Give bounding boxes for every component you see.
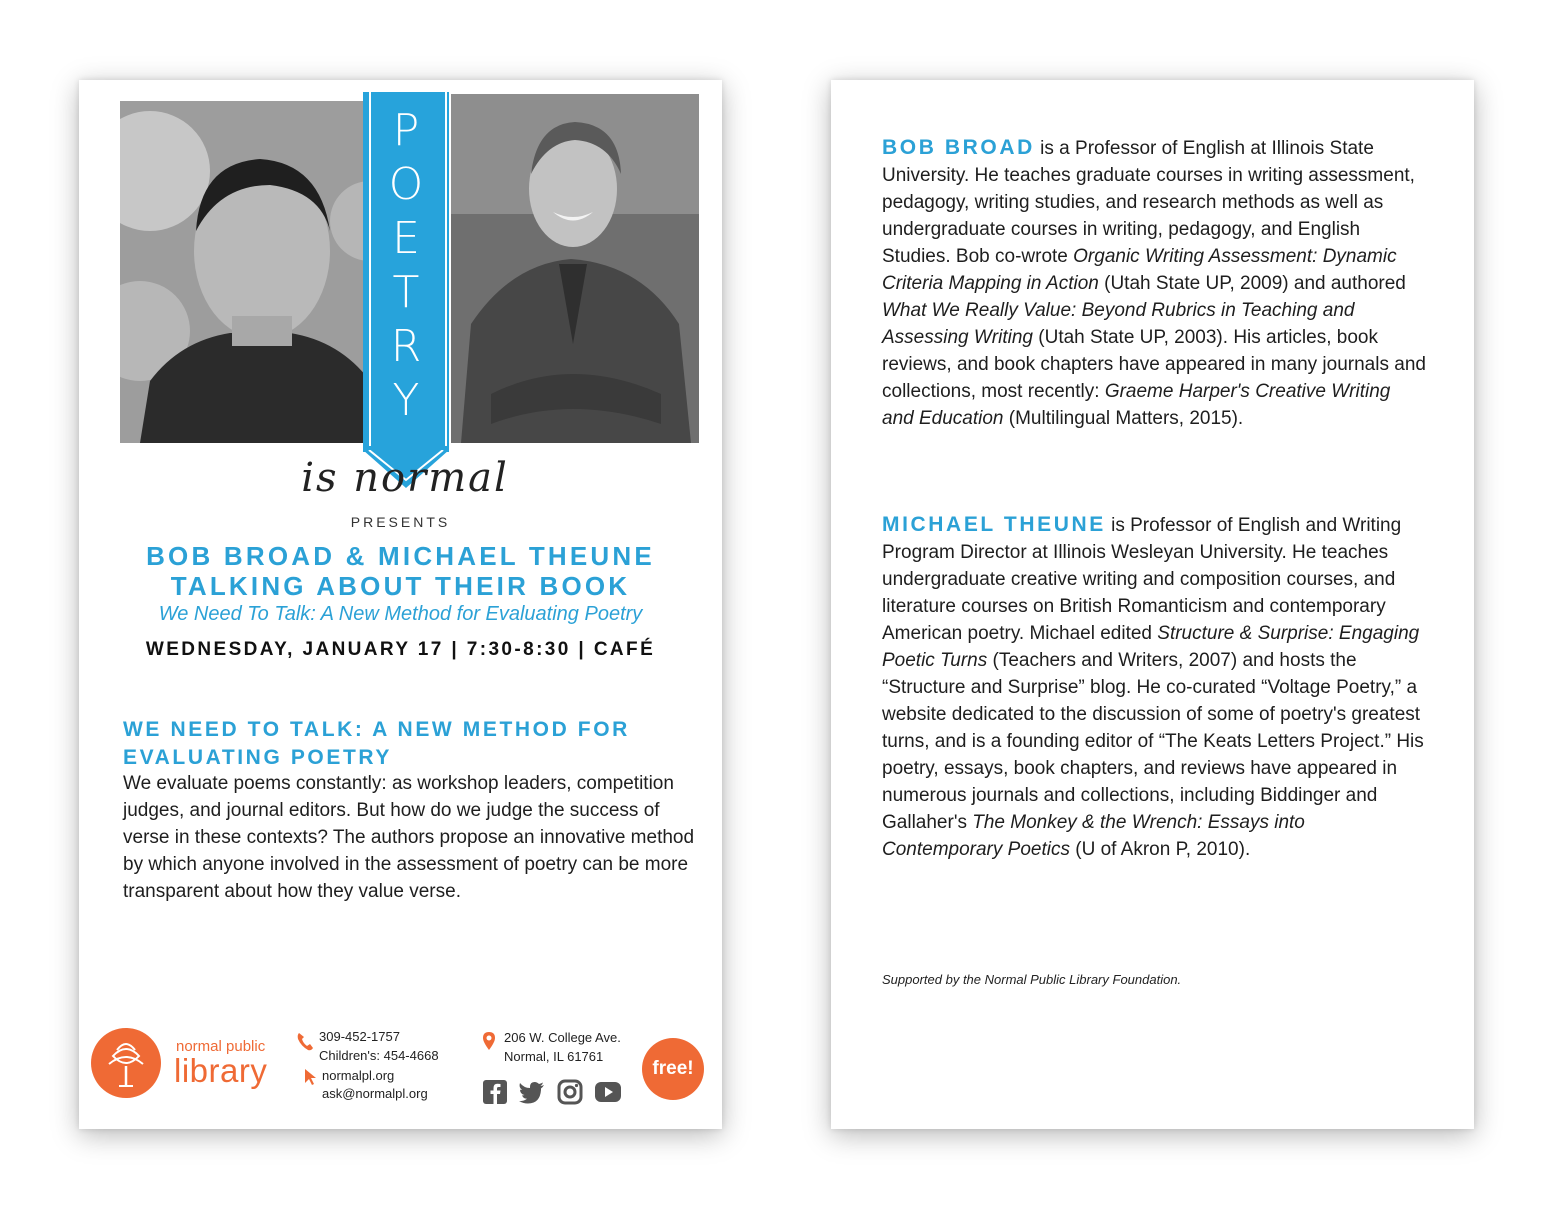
library-name-line-1: normal public <box>176 1038 266 1055</box>
michael-theune-photo <box>451 94 699 443</box>
address-city: Normal, IL 61761 <box>504 1049 604 1064</box>
book-title: Graeme Harper's Creative Writing and Education <box>882 381 1391 429</box>
section-body: We evaluate poems constantly: as workshop leaders, competition judges, and journal editors. But how do we judge the success of verse in these contexts? The authors propose an innovative method by which anyone involved in the assessment of poetry can be more transparent about how they value verse. <box>123 773 695 902</box>
poetry-letter: Y <box>392 375 420 426</box>
bio-text: (Utah State UP, 2009) and authored <box>1098 273 1406 294</box>
poetry-letter: E <box>392 213 420 264</box>
twitter-icon[interactable] <box>518 1078 546 1106</box>
bio-text: is a Professor of English at Illinois State University. He teaches graduate courses in writing assessment, pedagogy, writing studies, and research methods as well as undergraduate courses in writing, pedagogy, and English Studies. Bob co-wrote <box>882 138 1415 267</box>
presents-label: PRESENTS <box>350 514 451 530</box>
bob-broad-name: BOB BROAD <box>882 136 1035 159</box>
bio-text: is Professor of English and Writing Program Director at Illinois Wesleyan University. He teaches undergraduate creative writing and composition courses, and literature courses on British Romanticism and contemporary American poetry. Michael edited <box>882 515 1402 644</box>
bio-text: (U of Akron P, 2010). <box>1069 839 1251 860</box>
address-street: 206 W. College Ave. <box>504 1030 621 1045</box>
section-title: WE NEED TO TALK: A NEW METHOD FOR EVALUATING POETRY <box>123 718 630 769</box>
event-date-line: WEDNESDAY, JANUARY 17 | 7:30-8:30 | CAFÉ <box>145 639 656 660</box>
is-normal-script: is normal <box>301 455 509 501</box>
front-flyer <box>79 80 722 1129</box>
book-title: Structure & Surprise: Engaging Poetic Turns <box>882 623 1420 671</box>
book-title: The Monkey & the Wrench: Essays into Contemporary Poetics <box>882 812 1305 860</box>
phone-icon <box>296 1032 314 1052</box>
bio-text: (Utah State UP, 2003). His articles, book reviews, and book chapters have appeared in many journals and collections, most recently: <box>882 327 1426 402</box>
poetry-word <box>363 104 449 428</box>
back-flyer <box>831 80 1474 1129</box>
facebook-icon[interactable] <box>481 1078 509 1106</box>
tree-icon <box>91 1028 161 1098</box>
bob-broad-bio <box>882 134 1427 432</box>
michael-theune-bio <box>882 511 1427 863</box>
poetry-letter: R <box>390 321 422 372</box>
phone-number[interactable]: 309-452-1757 <box>319 1029 400 1044</box>
childrens-phone[interactable]: Children's: 454-4668 <box>319 1048 439 1063</box>
poetry-letter: T <box>392 267 420 318</box>
headline-speakers: BOB BROAD & MICHAEL THEUNE <box>146 541 655 571</box>
book-title: We Need To Talk: A New Method for Evaluating Poetry <box>158 603 643 625</box>
bob-broad-photo <box>120 101 388 443</box>
instagram-icon[interactable] <box>556 1078 584 1106</box>
email-link[interactable]: ask@normalpl.org <box>322 1086 428 1101</box>
book-title: What We Really Value: Beyond Rubrics in Teaching and Assessing Writing <box>882 300 1355 348</box>
poetry-letter: O <box>388 159 424 210</box>
library-logo <box>91 1028 161 1098</box>
bio-text: (Multilingual Matters, 2015). <box>1003 408 1244 429</box>
book-title: Organic Writing Assessment: Dynamic Criteria Mapping in Action <box>882 246 1397 294</box>
youtube-icon[interactable] <box>594 1078 622 1106</box>
bio-text: (Teachers and Writers, 2007) and hosts the “Structure and Surprise” blog. He co-curated “Voltage Poetry,” a website dedicated to the discussion of some of poetry's greatest turns, and is a founding editor of “The Keats Letters Project.” His poetry, essays, book chapters, and reviews have appeared in numerous journals and collections, including Biddinger and Gallaher's <box>882 650 1424 833</box>
poetry-letter: P <box>392 105 420 156</box>
cursor-icon <box>304 1068 318 1086</box>
library-name-line-2: library <box>174 1052 268 1089</box>
location-pin-icon <box>482 1031 496 1051</box>
michael-theune-name: MICHAEL THEUNE <box>882 513 1106 536</box>
website-link[interactable]: normalpl.org <box>322 1068 395 1083</box>
support-note: Supported by the Normal Public Library Foundation. <box>882 972 1182 987</box>
free-badge: free! <box>642 1038 704 1100</box>
headline-topic: TALKING ABOUT THEIR BOOK <box>170 571 631 601</box>
